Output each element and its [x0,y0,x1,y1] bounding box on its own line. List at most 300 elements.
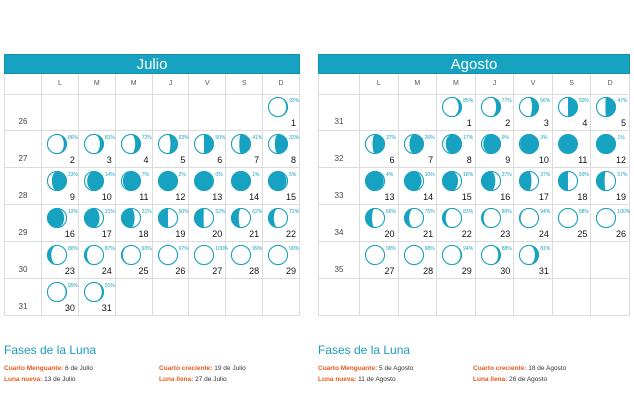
illumination-percent: 5% [289,172,297,178]
day-cell[interactable] [514,131,553,168]
month-title: Agosto [318,54,630,74]
moon-phase-icon [46,244,68,266]
day-number: 29 [461,266,472,276]
phase-entry [4,365,159,372]
empty-day-cell [226,94,263,131]
week-number-header [5,74,42,95]
week-number: 29 [5,205,42,242]
day-number: 15 [285,192,296,202]
moon-phase-icon [157,207,179,229]
day-cell[interactable] [476,131,515,168]
day-number: 29 [285,266,296,276]
illumination-percent: 98% [424,246,435,252]
moon-phase-icon [595,170,617,192]
illumination-percent: 93% [289,98,300,104]
empty-day-cell [399,94,438,131]
illumination-percent: 21% [104,209,115,215]
weekday-label: M [399,74,438,95]
day-number: 30 [500,266,511,276]
day-number: 31 [101,303,112,313]
day-cell[interactable] [263,242,300,279]
phase-date: 27 de Julio [193,376,227,383]
week-row [318,279,630,316]
illumination-percent: 97% [178,246,189,252]
moon-phase-icon [480,133,502,155]
illumination-percent: 41% [252,135,263,141]
day-cell[interactable] [263,168,300,205]
illumination-percent: 1% [617,135,625,141]
day-number: 28 [423,266,434,276]
day-number: 24 [538,229,549,239]
day-number: 13 [384,192,395,202]
moon-phase-icon [120,244,142,266]
day-cell[interactable] [360,168,399,205]
day-number: 23 [64,266,75,276]
week-row [318,94,630,131]
moon-phase-icon [120,170,142,192]
moon-phase-icon [267,170,289,192]
day-number: 13 [212,192,223,202]
moon-phase-icon [267,207,289,229]
day-number: 5 [180,155,186,165]
day-cell[interactable] [42,168,79,205]
moon-phase-icon [557,96,579,118]
moon-phases-agosto [318,343,618,383]
illumination-percent: 94% [463,246,474,252]
day-cell[interactable] [437,242,476,279]
empty-day-cell [263,279,300,316]
week-number: 32 [319,131,360,168]
day-cell[interactable] [399,205,438,242]
day-number: 7 [428,155,434,165]
weekday-label: S [553,74,592,95]
day-cell[interactable] [514,168,553,205]
moon-phase-icon [230,133,252,155]
phase-date: 6 de Julio [63,365,93,372]
weekday-label: J [153,74,190,95]
empty-day-cell [226,279,263,316]
day-cell[interactable] [514,94,553,131]
day-number: 2 [69,155,75,165]
moon-phase-icon [230,244,252,266]
illumination-percent: 50% [178,209,189,215]
illumination-percent: 81% [540,246,551,252]
empty-day-cell [153,94,190,131]
moon-phase-icon [518,207,540,229]
day-cell[interactable] [189,168,226,205]
illumination-percent: 66% [540,98,551,104]
day-number: 27 [384,266,395,276]
day-number: 25 [577,229,588,239]
moon-phase-icon [480,170,502,192]
illumination-percent: 91% [104,283,115,289]
illumination-percent: 93% [141,246,152,252]
week-rows [4,94,300,316]
week-row [318,131,630,168]
day-cell[interactable] [153,131,190,168]
week-row [318,168,630,205]
day-number: 19 [615,192,626,202]
day-number: 12 [615,155,626,165]
day-cell[interactable] [42,242,79,279]
day-number: 3 [543,118,549,128]
illumination-percent: 3% [540,135,548,141]
day-number: 8 [466,155,472,165]
moon-phase-icon [230,207,252,229]
illumination-percent: 88% [501,246,512,252]
illumination-percent: 12% [68,209,79,215]
illumination-percent: 80% [68,246,79,252]
day-cell[interactable] [514,242,553,279]
weekday-label: D [263,74,300,95]
day-number: 26 [175,266,186,276]
illumination-percent: 0% [215,172,223,178]
day-cell[interactable] [360,131,399,168]
week-number: 35 [319,242,360,279]
day-cell[interactable] [226,205,263,242]
weekday-label: M [79,74,116,95]
day-number: 24 [101,266,112,276]
day-number: 22 [461,229,472,239]
day-number: 30 [64,303,75,313]
phases-title: Fases de la Luna [318,343,411,357]
moon-phase-icon [441,170,463,192]
moon-phase-icon [157,133,179,155]
moon-phase-icon [364,133,386,155]
moon-phase-icon [595,207,617,229]
day-cell[interactable] [553,131,592,168]
phases-list [318,365,618,383]
moon-phase-icon [595,133,617,155]
phase-entry [318,365,473,372]
day-number: 20 [384,229,395,239]
moon-phase-icon [120,207,142,229]
calendar-agosto [318,54,630,316]
weekday-label: M [437,74,476,95]
moon-phase-icon [480,96,502,118]
day-cell[interactable] [476,168,515,205]
day-cell[interactable] [189,131,226,168]
phase-entry [473,376,618,383]
moon-phase-icon [193,133,215,155]
phase-date: 13 de Julio [42,376,76,383]
day-number: 19 [175,229,186,239]
day-number: 14 [249,192,260,202]
day-cell[interactable] [263,131,300,168]
day-number: 1 [466,118,472,128]
day-number: 28 [249,266,260,276]
day-cell[interactable] [263,94,300,131]
illumination-percent: 95% [68,283,79,289]
illumination-percent: 83% [463,209,474,215]
illumination-percent: 62% [252,209,263,215]
day-cell[interactable] [437,131,476,168]
day-number: 9 [505,155,511,165]
phase-label: Cuarto Menguante: [318,365,378,372]
day-cell[interactable] [591,205,630,242]
day-number: 4 [582,118,588,128]
moon-phase-icon [157,170,179,192]
day-number: 18 [577,192,588,202]
day-number: 6 [389,155,395,165]
illumination-percent: 27% [501,172,512,178]
day-cell[interactable] [553,168,592,205]
illumination-percent: 63% [178,135,189,141]
day-cell[interactable] [226,168,263,205]
empty-day-cell [437,279,476,316]
day-cell[interactable] [226,131,263,168]
day-number: 12 [175,192,186,202]
day-cell[interactable] [437,205,476,242]
moon-phase-icon [364,207,386,229]
phase-label: Luna llena: [473,376,508,383]
empty-day-cell [591,279,630,316]
day-cell[interactable] [116,205,153,242]
phase-entry [159,365,304,372]
day-cell[interactable] [476,205,515,242]
week-rows [318,94,630,316]
week-number: 31 [5,279,42,316]
week-row [4,205,300,242]
day-cell[interactable] [514,205,553,242]
day-cell[interactable] [116,242,153,279]
illumination-percent: 86% [68,135,79,141]
moon-phase-icon [267,96,289,118]
day-number: 11 [578,155,588,165]
illumination-percent: 9% [501,135,509,141]
day-number: 7 [254,155,260,165]
phase-entry [159,376,304,383]
weekday-label: D [591,74,630,95]
day-number: 2 [505,118,511,128]
moon-phase-icon [83,207,105,229]
illumination-percent: 33% [289,135,300,141]
illumination-percent: 100% [617,209,631,215]
day-number: 11 [139,192,149,202]
illumination-percent: 72% [141,135,152,141]
illumination-percent: 7% [141,172,149,178]
day-number: 17 [101,229,112,239]
day-number: 26 [615,229,626,239]
week-number [319,279,360,316]
day-number: 31 [538,266,549,276]
weekday-label: L [360,74,399,95]
day-cell[interactable] [79,205,116,242]
day-cell[interactable] [79,168,116,205]
day-cell[interactable] [591,94,630,131]
moon-phase-icon [403,244,425,266]
illumination-percent: 87% [104,246,115,252]
illumination-percent: 37% [540,172,551,178]
phase-date: 5 de Agosto [377,365,414,372]
weekday-label: L [42,74,79,95]
empty-day-cell [189,279,226,316]
day-cell[interactable] [399,131,438,168]
day-number: 4 [143,155,149,165]
week-row [4,131,300,168]
phase-label: Luna nueva: [318,376,357,383]
moon-phase-icon [46,281,68,303]
moon-phase-icon [441,96,463,118]
illumination-percent: 14% [104,172,115,178]
day-number: 23 [500,229,511,239]
day-cell[interactable] [399,242,438,279]
day-cell[interactable] [360,205,399,242]
illumination-percent: 77% [501,98,512,104]
day-cell[interactable] [437,168,476,205]
illumination-percent: 100% [215,246,229,252]
weekday-label: J [476,74,515,95]
phase-entry [318,376,473,383]
moon-phase-icon [403,207,425,229]
day-cell[interactable] [79,131,116,168]
day-number: 22 [285,229,296,239]
day-cell[interactable] [79,279,116,316]
weekday-label: V [189,74,226,95]
illumination-percent: 50% [215,135,226,141]
day-number: 25 [138,266,149,276]
day-cell[interactable] [591,131,630,168]
day-cell[interactable] [116,131,153,168]
moon-phase-icon [557,170,579,192]
day-cell[interactable] [116,168,153,205]
day-number: 10 [101,192,112,202]
illumination-percent: 81% [104,135,115,141]
week-row [4,242,300,279]
week-row [318,205,630,242]
moon-phase-icon [403,133,425,155]
day-cell[interactable] [437,94,476,131]
empty-day-cell [591,242,630,279]
week-row [318,242,630,279]
day-number: 10 [538,155,549,165]
calendar-julio [4,54,300,316]
moon-phase-icon [230,170,252,192]
moon-phase-icon [83,281,105,303]
phase-entry [473,365,618,372]
phase-label: Cuarto Menguante: [4,365,64,372]
weekday-label: S [226,74,263,95]
illumination-percent: 99% [386,246,397,252]
moon-phase-icon [518,170,540,192]
day-cell[interactable] [553,205,592,242]
illumination-percent: 66% [386,209,397,215]
week-number: 31 [319,94,360,131]
empty-day-cell [399,279,438,316]
day-number: 21 [249,229,260,239]
day-number: 9 [69,192,75,202]
illumination-percent: 18% [463,172,474,178]
day-cell[interactable] [476,242,515,279]
day-cell[interactable] [42,205,79,242]
day-cell[interactable] [153,205,190,242]
moon-phase-icon [193,170,215,192]
day-number: 3 [106,155,112,165]
illumination-percent: 37% [386,135,397,141]
day-cell[interactable] [189,205,226,242]
empty-day-cell [42,94,79,131]
day-cell[interactable] [553,94,592,131]
empty-day-cell [79,94,116,131]
illumination-percent: 23% [68,172,79,178]
phase-date: 18 de Agosto [526,365,567,372]
phases-title: Fases de la Luna [4,343,97,357]
day-number: 5 [620,118,626,128]
phase-date: 11 de Agosto [356,376,396,383]
moon-phase-icon [403,170,425,192]
illumination-percent: 52% [215,209,226,215]
illumination-percent: 98% [578,209,589,215]
moon-phase-icon [480,244,502,266]
illumination-percent: 10% [424,172,435,178]
moon-phase-icon [193,207,215,229]
illumination-percent: 75% [424,209,435,215]
day-cell[interactable] [42,131,79,168]
phases-list [4,365,304,383]
moon-phases-julio [4,343,304,383]
day-cell[interactable] [153,168,190,205]
day-cell[interactable] [189,242,229,279]
moon-phase-icon [557,207,579,229]
illumination-percent: 99% [289,246,300,252]
empty-day-cell [553,279,592,316]
day-cell[interactable] [263,205,300,242]
day-cell[interactable] [360,242,399,279]
empty-day-cell [153,279,190,316]
moon-phase-icon [83,133,105,155]
day-number: 21 [423,229,434,239]
day-cell[interactable] [399,168,438,205]
day-cell[interactable] [153,242,190,279]
day-number: 8 [290,155,296,165]
day-cell[interactable] [79,242,116,279]
moon-phase-icon [480,207,502,229]
weekday-label: M [116,74,153,95]
moon-phase-icon [46,133,68,155]
phase-date: 19 de Julio [212,365,246,372]
empty-day-cell [476,279,515,316]
day-number: 27 [212,266,223,276]
day-number: 17 [538,192,549,202]
illumination-percent: 1% [252,172,260,178]
day-number: 14 [423,192,434,202]
week-row [4,279,300,316]
moon-phase-icon [441,133,463,155]
illumination-percent: 50% [578,172,589,178]
illumination-percent: 72% [289,209,300,215]
moon-phase-icon [364,244,386,266]
illumination-percent: 26% [424,135,435,141]
day-number: 16 [64,229,75,239]
illumination-percent: 85% [463,98,474,104]
moon-phase-icon [441,244,463,266]
moon-phase-icon [157,244,179,266]
moon-phase-icon [518,133,540,155]
day-cell[interactable] [226,242,263,279]
day-number: 6 [217,155,223,165]
moon-phase-icon [364,170,386,192]
day-cell[interactable] [591,168,630,205]
week-number: 33 [319,168,360,205]
illumination-percent: 2% [178,172,186,178]
weekday-header-row [4,74,300,94]
day-cell[interactable] [476,94,515,131]
day-cell[interactable] [42,279,79,316]
week-number-header [319,74,360,95]
illumination-percent: 99% [252,246,263,252]
week-number: 34 [319,205,360,242]
week-row [4,94,300,131]
